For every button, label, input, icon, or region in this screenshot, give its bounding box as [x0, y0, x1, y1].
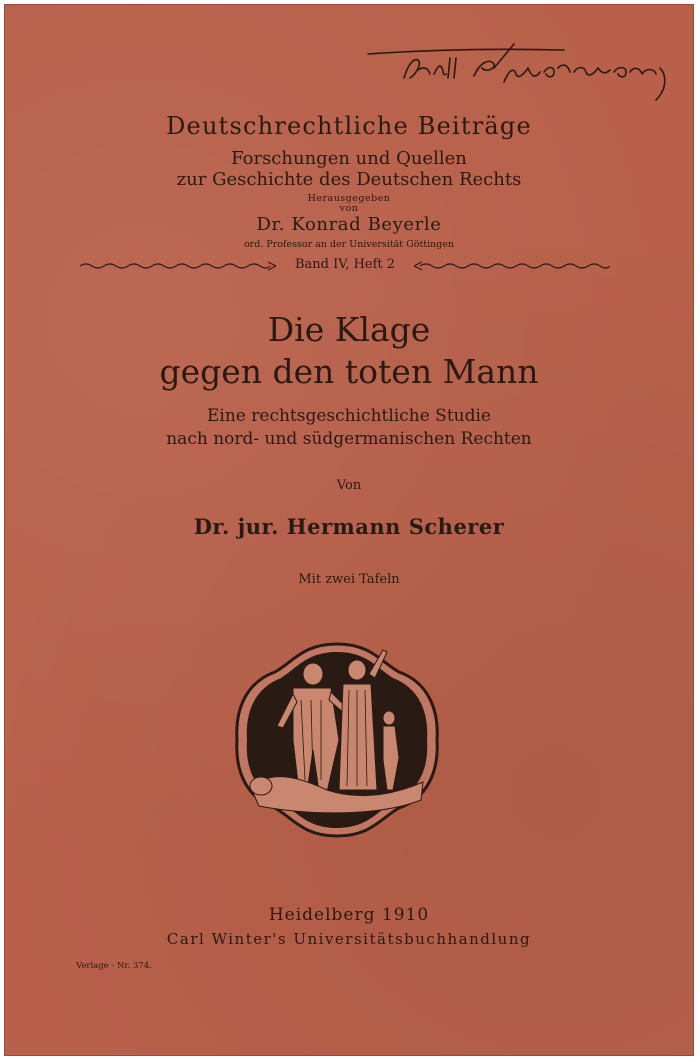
plates-note: Mit zwei Tafeln [298, 572, 400, 587]
volume-rule [80, 257, 610, 275]
series-editor: Dr. Konrad Beyerle [256, 214, 442, 235]
engraved-emblem-illustration [231, 640, 443, 840]
by-label: Von [336, 478, 362, 493]
book-title-line-1: Die Klage [267, 310, 431, 349]
book-subtitle-line-1: Eine rechtsgeschichtliche Studie [207, 406, 491, 426]
series-subtitle-line-2: zur Geschichte des Deutschen Rechts [176, 169, 522, 190]
ornamental-rule-left [80, 257, 276, 275]
publisher-name: Carl Winter's Universitätsbuchhandlung [166, 930, 532, 948]
handwritten-signature [364, 38, 684, 108]
ornamental-rule-right [414, 257, 610, 275]
book-title-line-2: gegen den toten Mann [159, 352, 539, 391]
volume-label: Band IV, Heft 2 [294, 257, 396, 272]
von-small-label: von [339, 203, 359, 214]
series-subtitle-line-1: Forschungen und Quellen [231, 148, 467, 169]
editor-affiliation: ord. Professor an der Universität Göttingen [243, 239, 455, 250]
publisher-number: Verlage - Nr. 374. [76, 961, 152, 971]
series-title: Deutschrechtliche Beiträge [166, 112, 532, 140]
place-and-year: Heidelberg 1910 [268, 905, 430, 925]
book-cover [4, 4, 694, 1056]
author-name: Dr. jur. Hermann Scherer [193, 514, 505, 539]
book-subtitle-line-2: nach nord- und südgermanischen Rechten [166, 429, 532, 449]
edited-by-label: Herausgegeben [307, 193, 391, 204]
